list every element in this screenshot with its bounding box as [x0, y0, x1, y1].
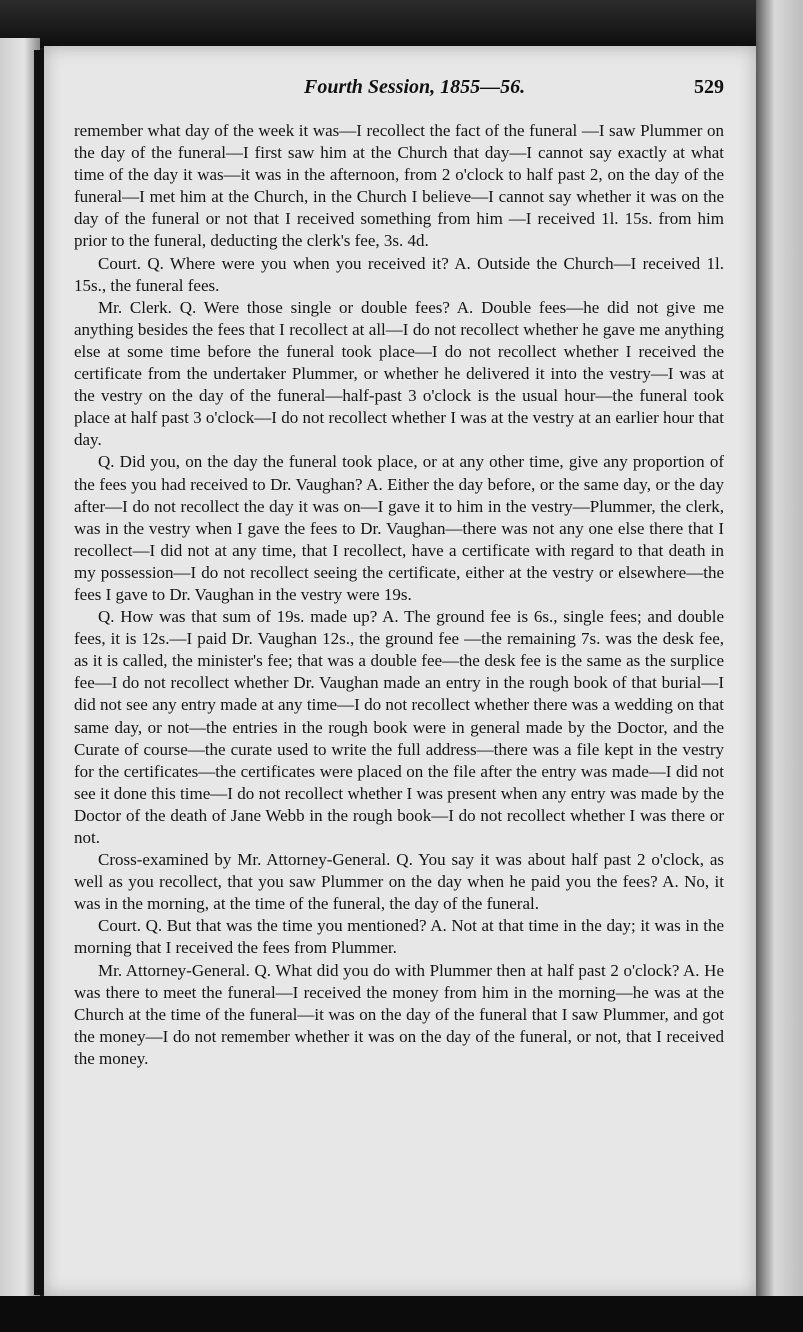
paragraph-fee-breakdown: Q. How was that sum of 19s. made up? A. The ground fee is 6s., single fees; and double fees, it is 12s.—I paid Dr. Vaughan 12s., the ground fee —the remaining 7s. was the desk fee, as it is called, the minister's fee; that was a double fee—the desk fee is the same as the surplice fee—I do not recollect whether Dr. Vaughan made an entry in the rough book of that burial—I did not see any entry made at any time—I do not recollect whether there was a wedding on that same day, or not—the entries in the rough book were in general made by the Doctor, and the Curate of course—the curate used to write the full address—there was a file kept in the vestry for the certificates—the certificates were placed on the file after the entry was made—I did not see it done this time—I do not recollect whether I was present when any entry was made by the Doctor of the death of Jane Webb in the rough book—I do not recollect whether I was there or not.	[74, 607, 724, 847]
running-title: Fourth Session, 1855—56.	[304, 76, 526, 98]
running-header	[304, 76, 724, 99]
scan-top-border	[0, 0, 803, 48]
paragraph-court-followup: Court. Q. But that was the time you mentioned? A. Not at that time in the day; it was in the morning that I received the fees from Plummer.	[74, 916, 724, 958]
page-number: 529	[694, 76, 724, 98]
book-page	[44, 46, 756, 1296]
paragraph-attorney-general: Mr. Attorney-General. Q. What did you do with Plummer then at half past 2 o'clock? A. He was there to meet the funeral—I received the money from him in the morning—he was at the Church at the time of the funeral—it was on the day of the funeral that I saw Plummer, and got the money—I do not remember whether it was on the day of the funeral, or not, that I received the money.	[74, 960, 724, 1068]
page-body	[74, 120, 724, 1070]
paragraph-vaughan-fees: Q. Did you, on the day the funeral took place, or at any other time, give any proportion of the fees you had received to Dr. Vaughan? A. Either the day before, or the same day, or the day after—I do not recollect the day it was on—I gave it to him in the vestry—Plummer, the clerk, was in the vestry when I gave the fees to Dr. Vaughan—there was not any one else there that I recollect—I did not at any time, that I recollect, have a certificate with regard to that death in my possession—I do not recollect seeing the certificate, either at the vestry or elsewhere—the fees I gave to Dr. Vaughan in the vestry were 19s.	[74, 452, 724, 604]
paragraph-cross-examination: Cross-examined by Mr. Attorney-General. Q. You say it was about half past 2 o'clock, as well as you recollect, that you saw Plummer on the day when he paid you the fees? A. No, it was in the morning, at the time of the funeral, the day of the funeral.	[74, 850, 724, 914]
paragraph-mr-clerk: Mr. Clerk. Q. Were those single or double fees? A. Double fees—he did not give me anything besides the fees that I recollect at all—I do not recollect whether he gave me anything else at some time before the funeral took place—I do not recollect whether I received the certificate from the undertaker Plummer, or whether he delivered it into the vestry—I was at the vestry on the day of the funeral—half-past 3 o'clock is the usual hour—the funeral took place at half past 3 o'clock—I do not recollect whether I was at the vestry at an earlier hour that day.	[74, 297, 724, 450]
page-right-edge	[756, 0, 803, 1332]
paragraph-court-question: Court. Q. Where were you when you received it? A. Outside the Church—I received 1l. 15s., the funeral fees.	[74, 253, 724, 295]
book-gutter	[34, 50, 44, 1295]
scan-bottom-border	[0, 1296, 803, 1332]
paragraph-continuation: remember what day of the week it was—I recollect the fact of the funeral —I saw Plummer on the day of the funeral—I first saw him at the Church that day—I cannot say exactly at what time of the day it was—it was in the afternoon, from 2 o'clock to half past 2, on the day of the funeral—I met him at the Church, in the Church I believe—I cannot say whether it was on the day of the funeral or not that I received something from him —I received 1l. 15s. from him prior to the funeral, deducting the clerk's fee, 3s. 4d.	[74, 121, 724, 251]
